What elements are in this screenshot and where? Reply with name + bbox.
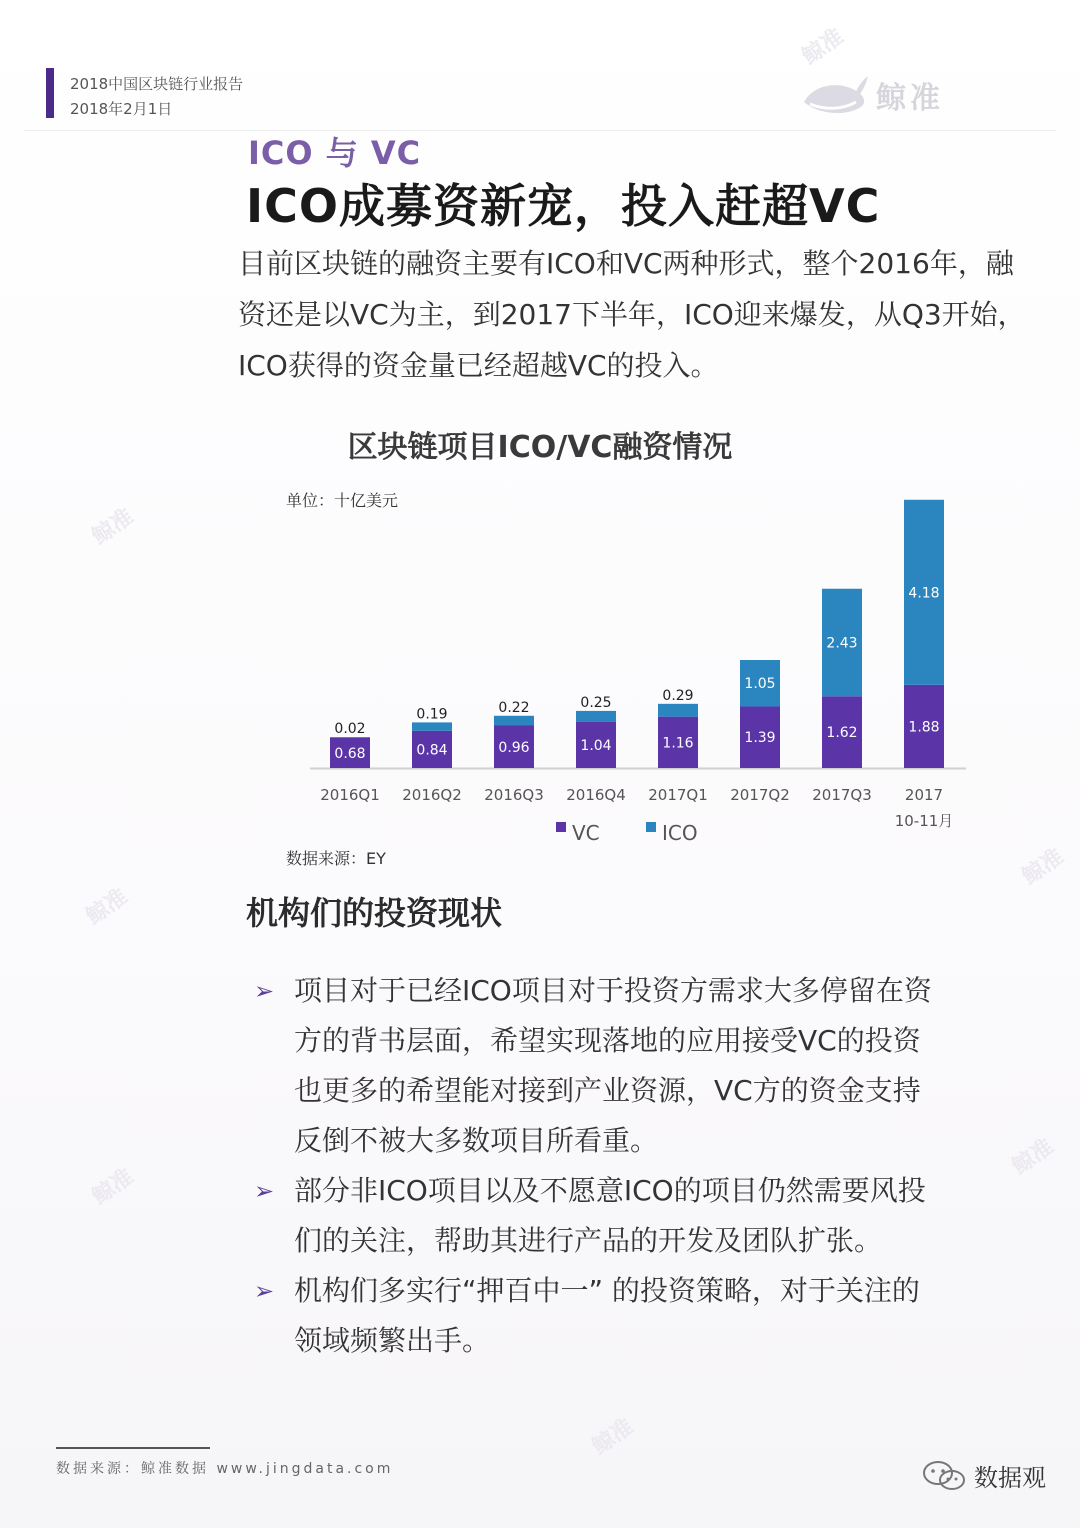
x-tick-label: 2017 bbox=[904, 786, 944, 804]
data-label-ico: 0.19 bbox=[416, 706, 448, 723]
wechat-account bbox=[922, 1458, 1046, 1493]
chart-source: 数据来源：EY bbox=[286, 849, 386, 868]
watermark: 鲸准 bbox=[87, 504, 139, 551]
data-label-ico: 0.22 bbox=[498, 699, 530, 716]
bullet-item bbox=[254, 966, 954, 1166]
watermark: 鲸准 bbox=[1007, 1134, 1059, 1181]
x-tick-label: 2016Q1 bbox=[320, 786, 380, 804]
x-tick-label: 2016Q4 bbox=[566, 786, 626, 804]
data-label-ico: 1.05 bbox=[744, 676, 776, 693]
arrow-bullet-icon: ➢ bbox=[254, 1177, 275, 1205]
arrow-bullet-icon: ➢ bbox=[254, 1277, 275, 1305]
bullet-list bbox=[254, 966, 954, 1366]
report-date: 2018年2月1日 bbox=[70, 100, 173, 118]
bar-ico bbox=[330, 737, 370, 738]
data-label-ico: 4.18 bbox=[908, 585, 940, 602]
arrow-bullet-icon: ➢ bbox=[254, 977, 275, 1005]
page-title: ICO成募资新宠，投入赶超VC bbox=[246, 179, 881, 233]
bullet-text: 机构们多实行“押百中一” 的投资策略，对于关注的领域频繁出手。 bbox=[294, 1274, 920, 1357]
section-title-investment-status: 机构们的投资现状 bbox=[246, 894, 503, 932]
footer-source: 数据来源：鲸准数据 www.jingdata.com bbox=[56, 1461, 394, 1477]
x-tick-label: 2016Q2 bbox=[402, 786, 462, 804]
bullet-item bbox=[254, 1266, 954, 1366]
data-label-vc: 0.68 bbox=[334, 745, 366, 762]
section-tag: ICO 与 VC bbox=[248, 134, 422, 172]
data-label-vc: 1.16 bbox=[662, 735, 694, 752]
data-label-vc: 1.88 bbox=[908, 719, 940, 736]
data-label-vc: 1.04 bbox=[580, 737, 612, 754]
chart-title: 区块链项目ICO/VC融资情况 bbox=[347, 430, 733, 465]
data-label-vc: 0.96 bbox=[498, 739, 530, 756]
chart-unit: 单位：十亿美元 bbox=[286, 491, 399, 510]
wechat-icon bbox=[922, 1459, 966, 1493]
data-label-ico: 0.02 bbox=[334, 721, 366, 738]
data-label-ico: 2.43 bbox=[826, 635, 858, 652]
legend-label-vc: VC bbox=[572, 821, 600, 845]
watermark: 鲸准 bbox=[1017, 844, 1069, 891]
x-tick-label: 2017Q3 bbox=[812, 786, 872, 804]
data-label-vc: 1.62 bbox=[826, 725, 858, 742]
watermark: 鲸准 bbox=[87, 1164, 139, 1211]
footer-divider bbox=[56, 1447, 210, 1449]
x-tick-label: 2017Q1 bbox=[648, 786, 708, 804]
watermark: 鲸准 bbox=[587, 1414, 639, 1461]
bar-ico bbox=[658, 704, 698, 717]
watermark: 鲸准 bbox=[797, 24, 849, 71]
bullet-text: 部分非ICO项目以及不愿意ICO的项目仍然需要风投们的关注，帮助其进行产品的开发及团队扩张。 bbox=[294, 1174, 926, 1257]
bullet-text: 项目对于已经ICO项目对于投资方需求大多停留在资方的背书层面，希望实现落地的应用接受VC的投资也更多的希望能对接到产业资源，VC方的资金支持反倒不被大多数项目所看重。 bbox=[294, 974, 932, 1157]
brand-name: 鲸准 bbox=[876, 81, 944, 116]
legend-swatch-vc bbox=[556, 822, 566, 832]
bullet-item bbox=[254, 1166, 954, 1266]
report-title: 2018中国区块链行业报告 bbox=[70, 75, 244, 93]
legend-label-ico: ICO bbox=[662, 821, 698, 845]
x-tick-label: 10-11月 bbox=[894, 812, 954, 830]
legend-swatch-ico bbox=[646, 822, 656, 832]
data-label-vc: 1.39 bbox=[744, 730, 776, 747]
data-label-ico: 0.29 bbox=[662, 687, 694, 704]
watermark: 鲸准 bbox=[81, 884, 133, 931]
bar-ico bbox=[412, 722, 452, 730]
data-label-vc: 0.84 bbox=[416, 742, 448, 759]
wechat-account-name: 数据观 bbox=[974, 1464, 1046, 1492]
bar-ico bbox=[494, 716, 534, 726]
bar-ico bbox=[576, 711, 616, 722]
x-tick-label: 2016Q3 bbox=[484, 786, 544, 804]
data-label-ico: 0.25 bbox=[580, 694, 612, 711]
intro-paragraph: 目前区块链的融资主要有ICO和VC两种形式，整个2016年，融资还是以VC为主，到2017下半年，ICO迎来爆发，从Q3开始，ICO获得的资金量已经超越VC的投入。 bbox=[238, 247, 1026, 382]
x-tick-label: 2017Q2 bbox=[730, 786, 790, 804]
